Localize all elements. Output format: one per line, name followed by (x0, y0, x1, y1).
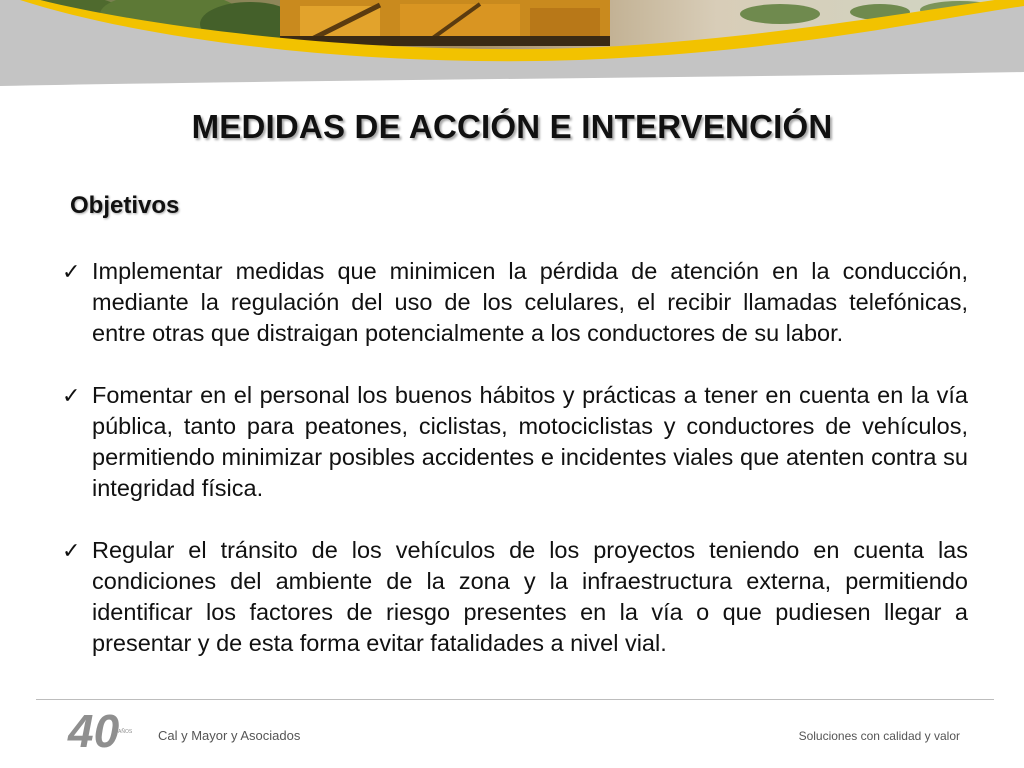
check-icon: ✓ (62, 383, 81, 408)
section-subtitle: Objetivos (70, 192, 180, 219)
bullet-text: Regular el tránsito de los vehículos de los proyectos teniendo en cuenta las condiciones del ambiente de la zona y la infraestructura externa, permitiendo identificar los factores de riesgo presentes en la vía o que pudiesen llegar a presentar y de esta forma evitar fatalidades a nivel vial. (92, 537, 968, 656)
bullet-text: Implementar medidas que minimicen la pérdida de atención en la conducción, mediante la regulación del uso de los celulares, el recibir llamadas telefónicas, entre otras que distraigan potencialmente a los conductores de su labor. (92, 258, 968, 346)
bullet-text: Fomentar en el personal los buenos hábitos y prácticas a tener en cuenta en la vía pública, tanto para peatones, ciclistas, motociclistas y conductores de vehículos, permitiendo minimizar posibles accidentes e incidentes viales que atenten contra su integridad física. (92, 382, 968, 501)
company-name: Cal y Mayor y Asociados (158, 728, 301, 743)
check-icon: ✓ (62, 259, 81, 284)
logo-years-label: AÑOS (118, 729, 133, 735)
list-item (62, 535, 968, 659)
banner-graphic (0, 0, 1024, 92)
footer-divider (36, 699, 994, 700)
list-item (62, 256, 968, 349)
slide-title: MEDIDAS DE ACCIÓN E INTERVENCIÓN (191, 108, 833, 145)
footer-tagline: Soluciones con calidad y valor (798, 729, 960, 743)
anniversary-logo (66, 703, 156, 753)
list-item (62, 380, 968, 504)
logo-number: 40 (68, 705, 120, 753)
objectives-list (62, 256, 968, 659)
header-banner (0, 0, 1024, 92)
check-icon: ✓ (62, 538, 81, 563)
